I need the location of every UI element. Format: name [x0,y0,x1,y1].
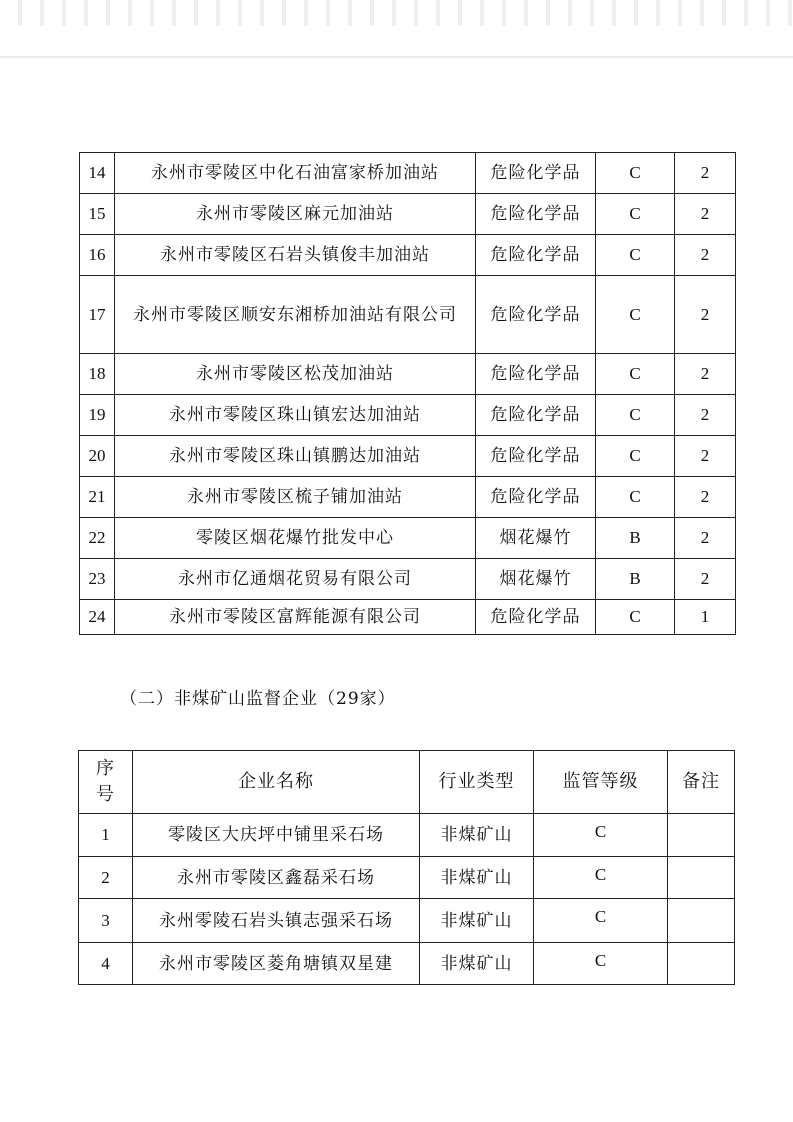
row-number: 19 [80,395,115,436]
row-extra-value: 2 [675,559,736,600]
industry-type: 烟花爆竹 [476,518,596,559]
table-row [80,436,736,477]
supervision-level: C [596,395,675,436]
supervision-level: C [534,814,668,857]
remark-cell [668,899,735,943]
row-extra-value: 2 [675,395,736,436]
row-extra-value: 2 [675,477,736,518]
table-row [79,857,735,899]
table-row [80,276,736,354]
row-extra-value: 2 [675,153,736,194]
row-number: 23 [80,559,115,600]
non-coal-mines-table [78,750,735,985]
industry-type: 非煤矿山 [420,814,534,857]
supervision-level: C [596,600,675,635]
row-number: 16 [80,235,115,276]
industry-type: 非煤矿山 [420,857,534,899]
dangerous-chemicals-table [79,152,736,635]
row-extra-value: 2 [675,194,736,235]
row-extra-value: 2 [675,436,736,477]
company-name: 永州市零陵区珠山镇宏达加油站 [115,395,476,436]
industry-type: 危险化学品 [476,194,596,235]
supervision-level: B [596,559,675,600]
company-name: 永州市零陵区松茂加油站 [115,354,476,395]
remark-cell [668,814,735,857]
company-name: 零陵区大庆坪中铺里采石场 [133,814,420,857]
table2-body [79,814,735,985]
company-name: 永州市亿通烟花贸易有限公司 [115,559,476,600]
company-name: 永州市零陵区顺安东湘桥加油站有限公司 [115,276,476,354]
industry-type: 危险化学品 [476,436,596,477]
industry-type: 危险化学品 [476,395,596,436]
row-extra-value: 1 [675,600,736,635]
supervision-level: C [596,354,675,395]
company-name: 永州市零陵区麻元加油站 [115,194,476,235]
row-number: 24 [80,600,115,635]
row-number: 1 [79,814,133,857]
company-name: 永州市零陵区珠山镇鹏达加油站 [115,436,476,477]
header-level: 监管等级 [534,751,668,814]
table-row [80,559,736,600]
table-row [80,600,736,635]
company-name: 永州市零陵区富辉能源有限公司 [115,600,476,635]
company-name: 永州市零陵区中化石油富家桥加油站 [115,153,476,194]
table-row [79,814,735,857]
table-row [80,354,736,395]
table-row [80,518,736,559]
header-remark: 备注 [668,751,735,814]
supervision-level: C [596,436,675,477]
supervision-level: B [596,518,675,559]
row-number: 18 [80,354,115,395]
table-row [80,395,736,436]
header-name: 企业名称 [133,751,420,814]
row-number: 4 [79,943,133,985]
table-row [79,943,735,985]
industry-type: 危险化学品 [476,153,596,194]
company-name: 永州零陵石岩头镇志强采石场 [133,899,420,943]
remark-cell [668,857,735,899]
table-row [80,235,736,276]
row-extra-value: 2 [675,235,736,276]
header-no: 序号 [79,751,133,814]
table1-body [80,153,736,635]
row-extra-value: 2 [675,354,736,395]
table-row [80,153,736,194]
supervision-level: C [596,235,675,276]
supervision-level: C [534,943,668,985]
table-row [80,477,736,518]
table2-header-row [79,751,735,814]
section-title: （二）非煤矿山监督企业（29家） [120,689,396,709]
supervision-level: C [534,899,668,943]
industry-type: 危险化学品 [476,276,596,354]
company-name: 永州市零陵区梳子铺加油站 [115,477,476,518]
industry-type: 非煤矿山 [420,899,534,943]
row-number: 15 [80,194,115,235]
scan-artifact-top [0,0,793,26]
row-extra-value: 2 [675,518,736,559]
row-number: 21 [80,477,115,518]
company-name: 零陵区烟花爆竹批发中心 [115,518,476,559]
supervision-level: C [596,194,675,235]
row-number: 17 [80,276,115,354]
row-number: 20 [80,436,115,477]
header-industry: 行业类型 [420,751,534,814]
industry-type: 非煤矿山 [420,943,534,985]
industry-type: 危险化学品 [476,600,596,635]
industry-type: 危险化学品 [476,235,596,276]
supervision-level: C [596,477,675,518]
remark-cell [668,943,735,985]
row-extra-value: 2 [675,276,736,354]
row-number: 3 [79,899,133,943]
industry-type: 危险化学品 [476,477,596,518]
row-number: 22 [80,518,115,559]
supervision-level: C [534,857,668,899]
table-row [79,899,735,943]
industry-type: 危险化学品 [476,354,596,395]
supervision-level: C [596,276,675,354]
supervision-level: C [596,153,675,194]
company-name: 永州市零陵区鑫磊采石场 [133,857,420,899]
company-name: 永州市零陵区石岩头镇俊丰加油站 [115,235,476,276]
scan-artifact-line [0,56,793,58]
company-name: 永州市零陵区菱角塘镇双星建 [133,943,420,985]
row-number: 14 [80,153,115,194]
industry-type: 烟花爆竹 [476,559,596,600]
row-number: 2 [79,857,133,899]
table-row [80,194,736,235]
